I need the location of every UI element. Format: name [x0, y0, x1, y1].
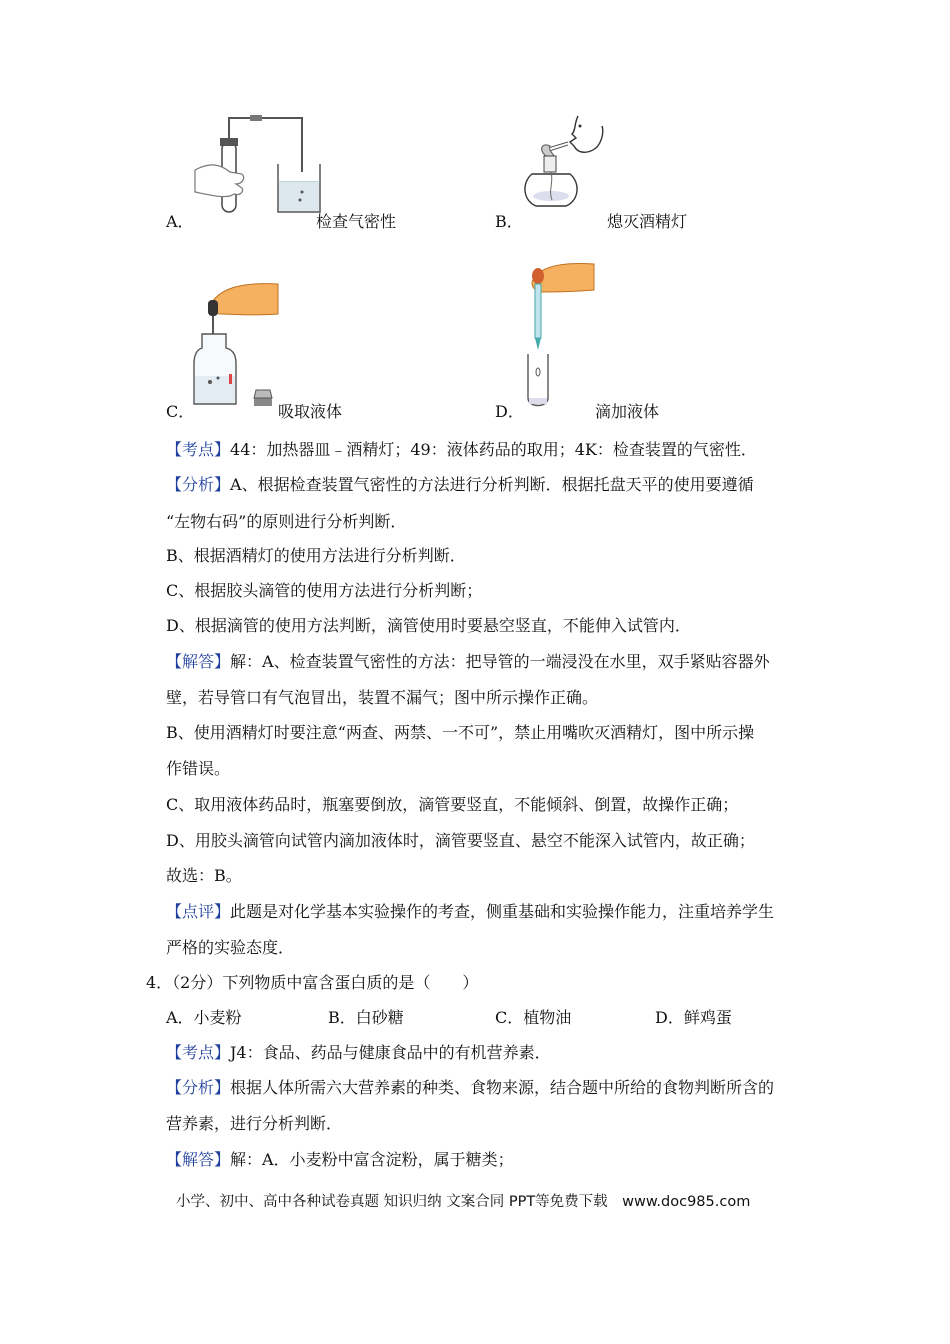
option-a-caption: 检查气密性 — [316, 212, 397, 231]
q4-option-d: D．鲜鸡蛋 — [655, 1008, 732, 1027]
option-b-letter: B． — [495, 212, 523, 231]
option-d-caption: 滴加液体 — [595, 402, 660, 421]
figure-extinguish-lamp — [518, 112, 608, 217]
q3-dianping-line2: 严格的实验态度． — [166, 938, 295, 957]
q4-fenxi-line2: 营养素，进行分析判断． — [166, 1114, 343, 1133]
q4-option-c: C．植物油 — [495, 1008, 572, 1027]
q4-option-b: B．白砂糖 — [328, 1008, 404, 1027]
q4-fenxi-tag: 【分析】 — [166, 1078, 231, 1097]
q3-jieda-line2: 壁，若导管口有气泡冒出，装置不漏气；图中所示操作正确。 — [166, 688, 599, 707]
option-d-letter: D． — [495, 402, 524, 421]
figure-draw-liquid — [192, 278, 280, 408]
q3-jieda-d: D、用胶头滴管向试管内滴加液体时，滴管要竖直、悬空不能深入试管内，故正确； — [166, 831, 755, 850]
q4-option-a: A．小麦粉 — [166, 1008, 242, 1027]
dianping-tag: 【点评】 — [166, 902, 231, 921]
q3-fenxi-b: B、根据酒精灯的使用方法进行分析判断． — [166, 546, 466, 565]
q4-kaodian: 【考点】J4：食品、药品与健康食品中的有机营养素． — [166, 1043, 551, 1062]
option-a-letter: A． — [166, 212, 194, 231]
q3-jieda-c: C、取用液体药品时，瓶塞要倒放，滴管要竖直，不能倾斜、倒置，故操作正确； — [166, 795, 739, 814]
page-footer: 小学、初中、高中各种试卷真题 知识归纳 文案合同 PPT等免费下载 www.doc985.com — [176, 1194, 751, 1210]
q3-jieda-line1: 【解答】解：A、检查装置气密性的方法：把导管的一端浸没在水里，双手紧贴容器外 — [166, 652, 770, 671]
q3-kaodian — [166, 440, 757, 460]
q4-kaodian-tag: 【考点】 — [166, 1043, 231, 1062]
option-b-caption: 熄灭酒精灯 — [607, 212, 688, 231]
jieda-tag: 【解答】 — [166, 652, 231, 671]
q3-fenxi-line2: “左物右码”的原则进行分析判断． — [166, 512, 407, 531]
figure-drop-liquid — [518, 262, 598, 412]
kaodian-text: 44：加热器皿﹣酒精灯；49：液体药品的取用；4K：检查装置的气密性． — [230, 440, 757, 459]
q3-jieda-b1: B、使用酒精灯时要注意“两查、两禁、一不可”，禁止用嘴吹灭酒精灯，图中所示操 — [166, 723, 755, 742]
kaodian-tag: 【考点】 — [166, 440, 231, 459]
q4-jieda-tag: 【解答】 — [166, 1150, 231, 1169]
q4-jieda-line1: 【解答】解：A．小麦粉中富含淀粉，属于糖类； — [166, 1150, 514, 1169]
option-c-letter: C． — [166, 402, 195, 421]
option-c-caption: 吸取液体 — [278, 402, 343, 421]
q4-fenxi-line1: 【分析】根据人体所需六大营养素的种类、食物来源，结合题中所给的食物判断所含的 — [166, 1078, 775, 1097]
q3-dianping-line1: 【点评】此题是对化学基本实验操作的考查，侧重基础和实验操作能力，注重培养学生 — [166, 902, 775, 921]
q3-fenxi-c: C、根据胶头滴管的使用方法进行分析判断； — [166, 581, 483, 600]
figure-check-airtightness — [190, 112, 325, 222]
q3-fenxi-d: D、根据滴管的使用方法判断，滴管使用时要悬空竖直，不能伸入试管内． — [166, 616, 691, 635]
q3-fenxi-line1: 【分析】A、根据检查装置气密性的方法进行分析判断．根据托盘天平的使用要遵循 — [166, 475, 754, 494]
q4-stem: 4．（2分）下列物质中富含蛋白质的是（ ） — [146, 973, 479, 992]
fenxi-tag: 【分析】 — [166, 475, 231, 494]
q3-jieda-answer: 故选：B。 — [166, 866, 242, 885]
q3-jieda-b2: 作错误。 — [166, 759, 231, 778]
